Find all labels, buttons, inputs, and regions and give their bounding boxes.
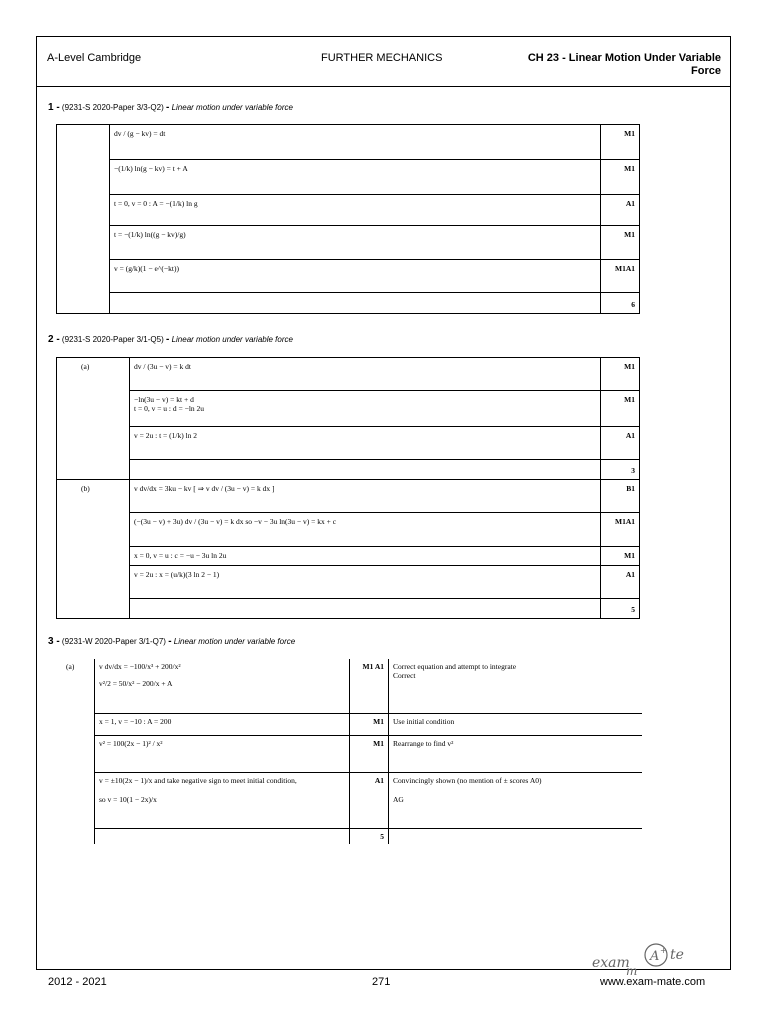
part-b-label: (b) <box>57 480 130 619</box>
mark-cell: M1 <box>601 391 640 427</box>
mark-cell: M1 <box>601 160 640 195</box>
mark-cell: A1 <box>601 566 640 599</box>
total-mark-cell: 5 <box>601 599 640 619</box>
question-1-title: 1 - (9231-S 2020-Paper 3/3-Q2) - Linear motion under variable force <box>48 102 293 113</box>
logo-m: m <box>626 964 638 977</box>
total-mark-cell: 6 <box>601 293 640 314</box>
mark-cell: A1 <box>350 772 389 828</box>
logo-word: exam <box>592 955 630 971</box>
header-subject: FURTHER MECHANICS <box>321 52 443 64</box>
working-cell: dv / (g − kv) = dt <box>110 125 601 160</box>
working-cell: t = 0, v = 0 : A = −(1/k) ln g <box>110 195 601 226</box>
question-2-ref: (9231-S 2020-Paper 3/1-Q5) <box>61 335 164 344</box>
mark-cell: M1 <box>350 713 389 735</box>
mark-cell: A1 <box>601 427 640 460</box>
working-cell: t = −(1/k) ln((g − kv)/g) <box>110 226 601 260</box>
working-cell <box>130 460 601 480</box>
mark-cell: M1 <box>601 547 640 566</box>
page-header <box>36 36 731 87</box>
guidance-cell: Correct equation and attempt to integrate Correct <box>389 659 643 713</box>
question-3-ref: (9231-W 2020-Paper 3/1-Q7) <box>61 637 166 646</box>
header-chapter: CH 23 - Linear Motion Under Variable Force <box>527 52 721 77</box>
question-1-markscheme <box>56 124 640 314</box>
question-1-topic: Linear motion under variable force <box>171 103 293 112</box>
working-cell: v = 2u : t = (1/k) ln 2 <box>130 427 601 460</box>
working-cell: v = ±10(2x − 1)/x and take negative sign to meet initial condition, so v = 10(1 − 2x)/x <box>95 772 350 828</box>
working-cell: v = (g/k)(1 − e^(−kt)) <box>110 260 601 293</box>
working-cell: v dv/dx = −100/x³ + 200/x² v²/2 = 50/x² − 200/x + A <box>95 659 350 713</box>
mark-cell: M1A1 <box>601 513 640 547</box>
working-cell: −(1/k) ln(g − kv) = t + A <box>110 160 601 195</box>
mark-cell: M1 <box>601 358 640 391</box>
part-a-label: (a) <box>57 358 130 480</box>
guidance-cell: Rearrange to find v² <box>389 735 643 772</box>
total-mark-cell: 5 <box>350 828 389 844</box>
question-2-markscheme <box>56 357 640 619</box>
exam-mate-logo <box>590 937 710 977</box>
question-3-title: 3 - (9231-W 2020-Paper 3/1-Q7) - Linear motion under variable force <box>48 636 296 647</box>
mark-cell: B1 <box>601 480 640 513</box>
working-cell: −ln(3u − v) = kt + d t = 0, v = u : d = −ln 2u <box>130 391 601 427</box>
mark-cell: M1 A1 <box>350 659 389 713</box>
working-cell <box>95 828 350 844</box>
logo-plus: + <box>660 946 667 955</box>
question-3-markscheme <box>62 659 642 844</box>
logo-te: te <box>670 947 684 963</box>
question-2-topic: Linear motion under variable force <box>171 335 293 344</box>
guidance-cell: Convincingly shown (no mention of ± scores A0) AG <box>389 772 643 828</box>
working-cell <box>110 293 601 314</box>
working-cell: v dv/dx = 3ku − kv [ ⇒ v dv / (3u − v) = k dx ] <box>130 480 601 513</box>
mark-cell: M1 <box>350 735 389 772</box>
working-cell: dv / (3u − v) = k dt <box>130 358 601 391</box>
part-a-label: (a) <box>62 659 95 844</box>
working-cell <box>130 599 601 619</box>
mark-cell: M1 <box>601 226 640 260</box>
working-cell: x = 0, v = u : c = −u − 3u ln 2u <box>130 547 601 566</box>
footer-website-link[interactable]: www.exam-mate.com <box>600 976 706 988</box>
mark-cell: M1 <box>601 125 640 160</box>
working-cell: (−(3u − v) + 3u) dv / (3u − v) = k dx so −v − 3u ln(3u − v) = kx + c <box>130 513 601 547</box>
guidance-cell: Use initial condition <box>389 713 643 735</box>
guidance-cell <box>389 828 643 844</box>
working-cell: v² = 100(2x − 1)² / x² <box>95 735 350 772</box>
footer-years: 2012 - 2021 <box>48 976 107 988</box>
working-cell: v = 2u : x = (u/k)(3 ln 2 − 1) <box>130 566 601 599</box>
logo-a: A <box>650 949 660 964</box>
question-1-ref: (9231-S 2020-Paper 3/3-Q2) <box>61 103 164 112</box>
question-number-cell <box>57 125 110 314</box>
footer-page-number: 271 <box>372 976 391 988</box>
working-cell: x = 1, v = −10 : A = 200 <box>95 713 350 735</box>
mark-cell: A1 <box>601 195 640 226</box>
total-mark-cell: 3 <box>601 460 640 480</box>
mark-cell: M1A1 <box>601 260 640 293</box>
question-3-topic: Linear motion under variable force <box>173 637 296 646</box>
question-2-title: 2 - (9231-S 2020-Paper 3/1-Q5) - Linear motion under variable force <box>48 334 293 345</box>
header-board: A-Level Cambridge <box>47 52 142 64</box>
